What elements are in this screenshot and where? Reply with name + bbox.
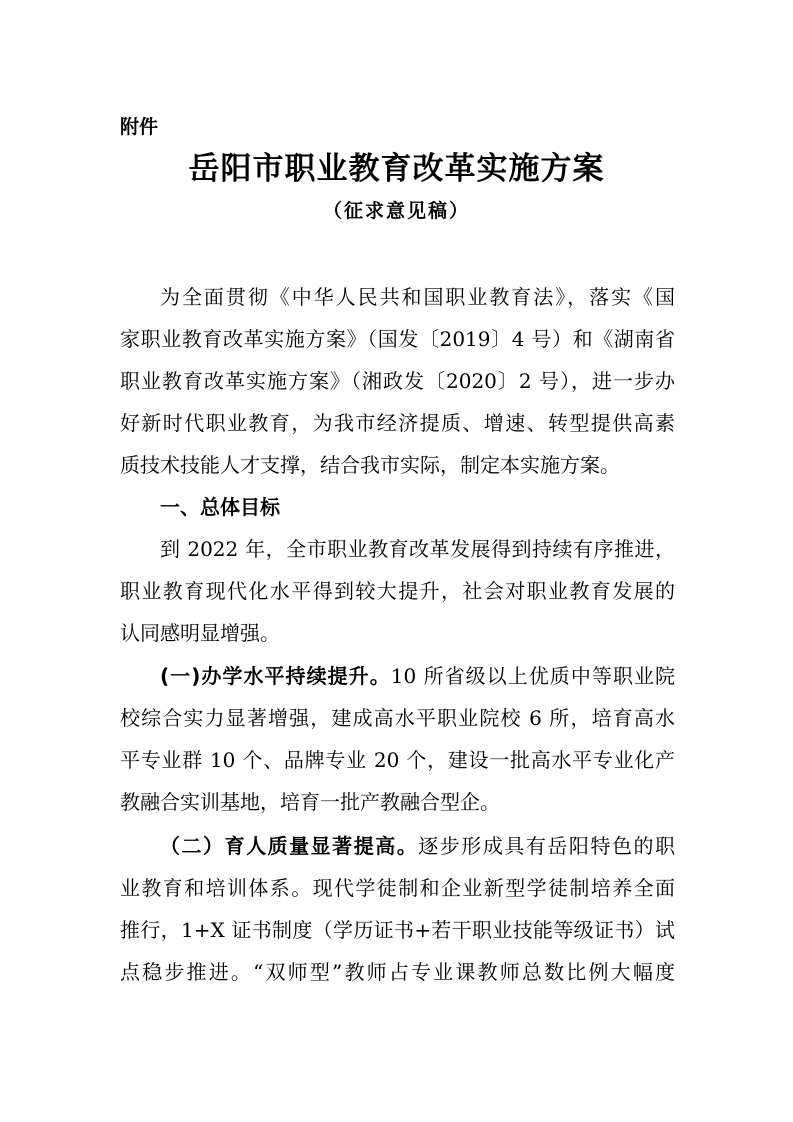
item-line: 校综合实力显著增强，建成高水平职业院校 6 所，培育高水 (120, 706, 675, 730)
document-subtitle: （征求意见稿） (322, 200, 470, 222)
section-line: 到 2022 年，全市职业教育改革发展得到持续有序推进， (160, 537, 675, 561)
attachment-label: 附件 (120, 116, 159, 138)
intro-line: 家职业教育改革实施方案》（国发〔2019〕4 号）和《湖南省 (120, 327, 675, 351)
item-heading: (一)办学水平持续提升。 (160, 664, 391, 688)
item-line (120, 832, 675, 860)
intro-line: 职业教育改革实施方案》（湘政发〔2020〕2 号），进一步办 (120, 369, 675, 393)
item-line: 推行，1+X 证书制度（学历证书+若干职业技能等级证书）试 (120, 918, 675, 942)
intro-line: 质技术技能人才支撑，结合我市实际，制定本实施方案。 (120, 453, 620, 477)
section-line: 认同感明显增强。 (120, 621, 280, 645)
item-line: 教融合实训基地，培育一批产教融合型企。 (120, 790, 500, 814)
item-text: 10 所省级以上优质中等职业院 (390, 664, 675, 688)
section-line: 职业教育现代化水平得到较大提升，社会对职业教育发展的 (120, 579, 675, 603)
item-line (120, 662, 675, 690)
intro-line: 好新时代职业教育，为我市经济提质、增速、转型提供高素 (120, 411, 675, 435)
section-heading: 一、总体目标 (160, 495, 280, 519)
intro-line: 为全面贯彻《中华人民共和国职业教育法》，落实《国 (160, 285, 675, 309)
document-title: 岳阳市职业教育改革实施方案 (188, 151, 605, 187)
item-heading: （二）育人质量显著提高。 (160, 834, 419, 858)
item-line: 点稳步推进。“双师型”教师占专业课教师总数比例大幅度 (120, 960, 675, 984)
item-text: 逐步形成具有岳阳特色的职 (418, 834, 676, 858)
item-line: 业教育和培训体系。现代学徒制和企业新型学徒制培养全面 (120, 876, 675, 900)
item-line: 平专业群 10 个、品牌专业 20 个，建设一批高水平专业化产 (120, 748, 675, 772)
